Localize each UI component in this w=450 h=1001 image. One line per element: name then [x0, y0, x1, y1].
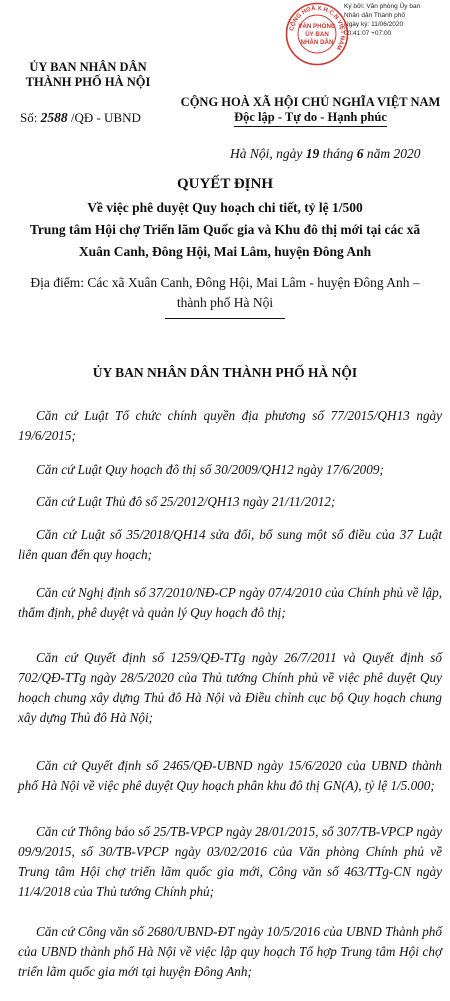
national-motto: Độc lập - Tự do - Hạnh phúc [234, 110, 387, 127]
document-title: QUYẾT ĐỊNH [177, 176, 273, 192]
signature-line: Ngày ký: 11/06/2020 [344, 21, 404, 28]
council-heading: ỦY BAN NHÂN DÂN THÀNH PHỐ HÀ NỘI [92, 365, 358, 380]
location-line: thành phố Hà Nội [176, 295, 274, 310]
issuing-organization [18, 60, 158, 90]
official-stamp [285, 2, 349, 66]
national-header [178, 95, 443, 127]
org-line: ỦY BAN NHÂN DÂN [29, 60, 147, 74]
subject-line: Xuân Canh, Đông Hội, Mai Lâm, huyện Đông Anh [78, 244, 372, 259]
signature-line: Ký bởi: Văn phòng Ủy ban [344, 3, 421, 10]
legal-basis-paragraph: Căn cứ Luật Quy hoạch đô thị số 30/2009/QH12 ngày 17/6/2009; [36, 462, 384, 477]
number-suffix: /QĐ - UBND [67, 110, 141, 125]
stamp-center-line: VĂN PHÒNG [298, 23, 336, 30]
date-prefix: Hà Nội, ngày [230, 146, 306, 161]
legal-basis-paragraph: Căn cứ Thông báo số 25/TB-VPCP ngày 28/01/2015, số 307/TB-VPCP ngày 09/9/2015, số 30/TB-VPCP ngày 03/02/2016 của Văn phòng Chính phủ về Trung tâm Hội chợ triển lãm quốc gia mới, Công văn số 463/TTg-CN ngày 11/4/2018 của Thủ tướng Chính phủ; [18, 824, 442, 899]
location-line: Địa điểm: Các xã Xuân Canh, Đông Hội, Mai Lâm - huyện Đông Anh – [30, 275, 420, 290]
legal-basis-paragraph: Căn cứ Quyết định số 1259/QĐ-TTg ngày 26/7/2011 và Quyết định số 702/QĐ-TTg ngày 28/5/2020 của Thủ tướng Chính phủ về việc phê duyệt Quy hoạch chung xây dựng Thủ đô Hà Nội và Điều chỉnh cục bộ Quy hoạch chung xây dựng Thủ đô Hà Nội; [18, 650, 442, 725]
stamp-seal-icon [285, 2, 349, 66]
legal-basis-paragraph: Căn cứ Luật số 35/2018/QH14 sửa đổi, bổ sung một số điều của 37 Luật liên quan đến quy hoạch; [18, 527, 442, 562]
signature-line: 00:41:07 +07:00 [344, 30, 392, 37]
issue-date [230, 146, 421, 162]
legal-basis-paragraph: Căn cứ Luật Thủ đô số 25/2012/QH13 ngày 21/11/2012; [36, 494, 336, 509]
legal-basis-paragraph: Căn cứ Quyết định số 2465/QĐ-UBND ngày 15/6/2020 của UBND thành phố Hà Nội về việc phê duyệt Quy hoạch phân khu đô thị GN(A), tỷ lệ 1/5.000; [18, 758, 442, 793]
stamp-ring-text: CỘNG HOÀ X.H.C.N VIỆT NAM [289, 5, 346, 51]
legal-basis-paragraph: Căn cứ Nghị định số 37/2010/NĐ-CP ngày 07/4/2010 của Chính phủ về lập, thẩm định, phê duyệt và quản lý Quy hoạch đô thị; [18, 585, 442, 620]
document-number [20, 110, 141, 126]
date-suffix: năm 2020 [363, 146, 421, 161]
number-value: 2588 [40, 110, 68, 125]
stamp-center-line: ỦY BAN [305, 31, 329, 38]
divider [165, 318, 285, 319]
number-prefix: Số: [20, 110, 41, 125]
legal-basis-paragraph: Căn cứ Luật Tổ chức chính quyền địa phương số 77/2015/QH13 ngày 19/6/2015; [18, 408, 442, 443]
document-subject [10, 197, 440, 263]
date-month: 6 [356, 146, 364, 161]
org-line: THÀNH PHỐ HÀ NỘI [25, 75, 151, 89]
date-mid: tháng [319, 146, 357, 161]
subject-line: Về việc phê duyệt Quy hoạch chi tiết, tỷ lệ 1/500 [87, 200, 363, 215]
digital-signature-info [344, 2, 448, 38]
subject-line: Trung tâm Hội chợ Triển lãm Quốc gia và Khu đô thị mới tại các xã [29, 222, 421, 237]
document-location [25, 273, 425, 313]
legal-basis-paragraph: Căn cứ Công văn số 2680/UBND-ĐT ngày 10/5/2016 của UBND Thành phố của UBND thành phố Hà Nội về việc lập quy hoạch Tổ hợp Trung tâm Hội chợ triển lãm quốc gia mới tại huyện Đông Anh; [18, 924, 442, 979]
date-day: 19 [305, 146, 320, 161]
nation-name: CỘNG HOÀ XÃ HỘI CHỦ NGHĨA VIỆT NAM [180, 95, 441, 109]
signature-line: Nhân dân Thành phố [344, 12, 405, 19]
stamp-center-line: NHÂN DÂN [300, 39, 334, 46]
